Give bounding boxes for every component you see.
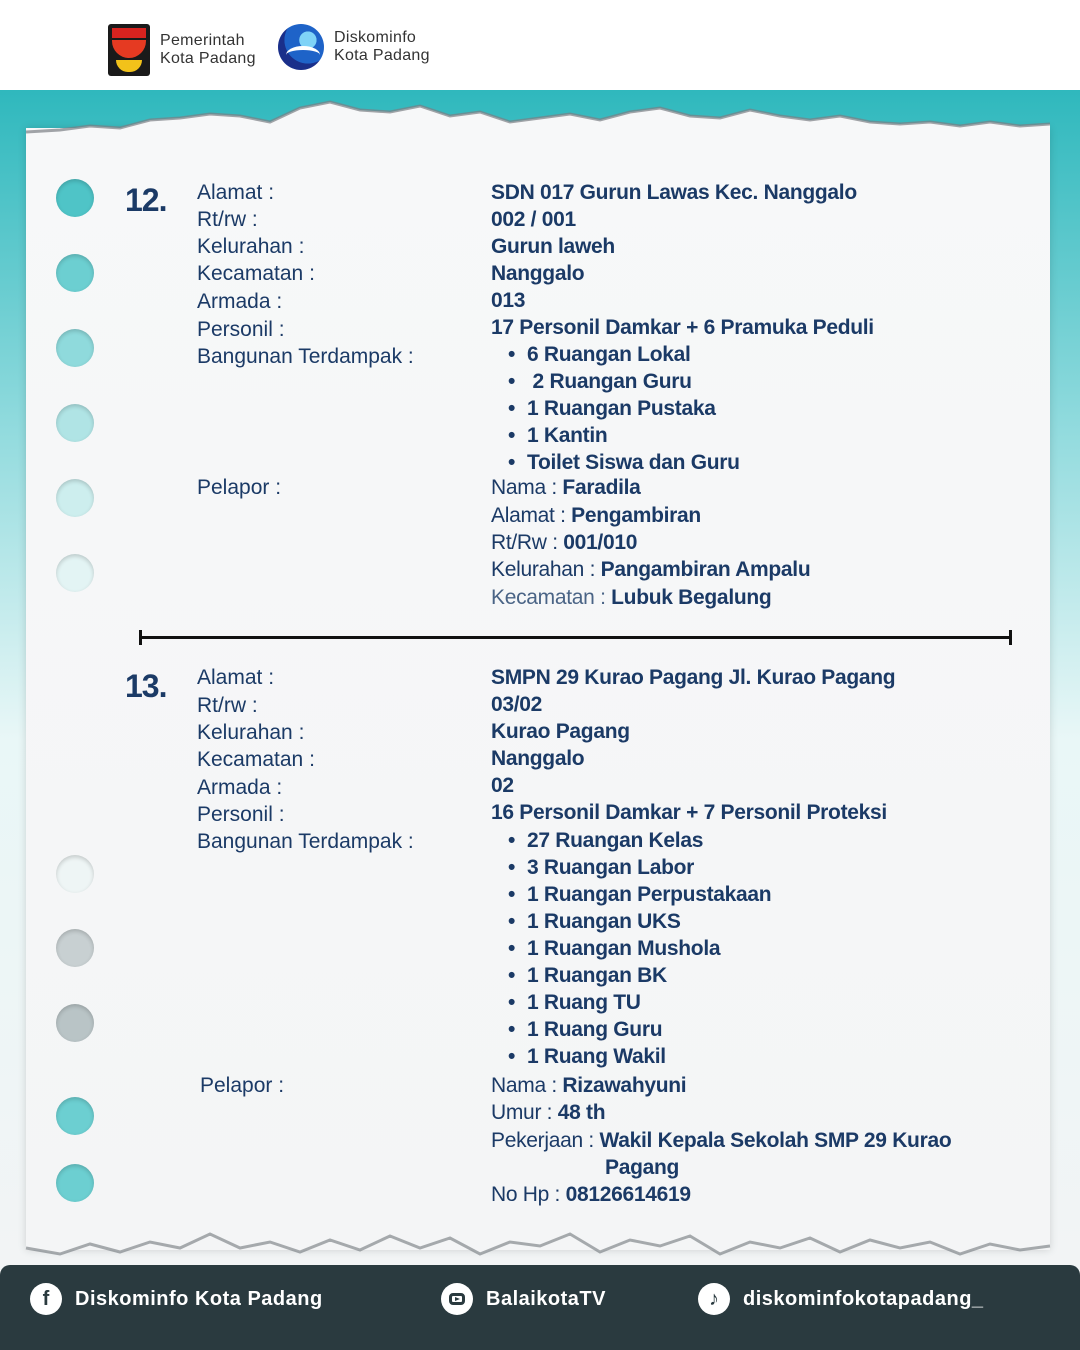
- header: [0, 0, 1080, 90]
- section-divider: [139, 636, 1012, 639]
- binder-hole: [56, 1097, 94, 1135]
- tiktok-icon: ♪: [698, 1283, 730, 1315]
- binder-hole: [56, 554, 94, 592]
- list-item: • Toilet Siswa dan Guru: [508, 449, 740, 476]
- pelapor-line: Pagang: [605, 1156, 680, 1179]
- label-armada: Armada :: [197, 290, 283, 313]
- list-item: • 27 Ruangan Kelas: [508, 827, 703, 854]
- value-alamat: SMPN 29 Kurao Pagang Jl. Kurao Pagang: [491, 666, 896, 689]
- youtube-label: BalaikotaTV: [486, 1287, 606, 1310]
- value-kelurahan: Kurao Pagang: [491, 720, 630, 743]
- label-armada: Armada :: [197, 776, 283, 799]
- pelapor-line: Nama : Rizawahyuni: [491, 1074, 687, 1097]
- entry-number: 13.: [125, 668, 167, 704]
- list-item: • 1 Ruang Guru: [508, 1016, 662, 1043]
- entry-number: 12.: [125, 182, 167, 218]
- list-item: • 1 Ruangan Perpustakaan: [508, 881, 771, 908]
- value-kelurahan: Gurun laweh: [491, 235, 615, 258]
- pelapor-line: Alamat : Pengambiran: [491, 504, 701, 527]
- list-item: • 1 Kantin: [508, 422, 607, 449]
- list-item: • 1 Ruangan UKS: [508, 908, 681, 935]
- list-item: • 1 Ruang TU: [508, 989, 641, 1016]
- pemko-logo: [108, 24, 256, 76]
- value-personil: 17 Personil Damkar + 6 Pramuka Peduli: [491, 316, 874, 339]
- logo1-line1: Pemerintah: [160, 32, 245, 49]
- value-rtrw: 03/02: [491, 693, 543, 716]
- pelapor-line: Kecamatan : Lubuk Begalung: [491, 586, 772, 609]
- binder-hole: [56, 179, 94, 217]
- value-kecamatan: Nanggalo: [491, 262, 585, 285]
- pelapor-line: Rt/Rw : 001/010: [491, 531, 638, 554]
- facebook-link[interactable]: [30, 1282, 323, 1316]
- label-kecamatan: Kecamatan :: [197, 262, 315, 285]
- value-armada: 013: [491, 289, 526, 312]
- label-personil: Personil :: [197, 318, 285, 341]
- tiktok-label: diskominfokotapadang_: [743, 1287, 984, 1310]
- label-alamat: Alamat :: [197, 181, 275, 204]
- label-pelapor: Pelapor :: [197, 476, 282, 499]
- label-bangunan: Bangunan Terdampak :: [197, 345, 414, 368]
- label-pelapor: Pelapor :: [200, 1074, 285, 1097]
- value-alamat: SDN 017 Gurun Lawas Kec. Nanggalo: [491, 181, 857, 204]
- pelapor-line: Nama : Faradila: [491, 476, 641, 499]
- label-rtrw: Rt/rw :: [197, 694, 258, 717]
- list-item: • 6 Ruangan Lokal: [508, 341, 691, 368]
- label-personil: Personil :: [197, 803, 285, 826]
- label-kelurahan: Kelurahan :: [197, 721, 305, 744]
- torn-paper-bottom: [0, 1212, 1080, 1272]
- logo1-line2: Kota Padang: [160, 50, 256, 67]
- torn-paper-top: [0, 92, 1080, 162]
- binder-hole: [56, 254, 94, 292]
- value-armada: 02: [491, 774, 514, 797]
- value-kecamatan: Nanggalo: [491, 747, 585, 770]
- binder-hole: [56, 479, 94, 517]
- label-rtrw: Rt/rw :: [197, 208, 258, 231]
- label-alamat: Alamat :: [197, 666, 275, 689]
- logo2-line2: Kota Padang: [334, 47, 430, 64]
- pelapor-line: Kelurahan : Pangambiran Ampalu: [491, 558, 811, 581]
- label-kelurahan: Kelurahan :: [197, 235, 305, 258]
- label-bangunan: Bangunan Terdampak :: [197, 830, 414, 853]
- binder-hole: [56, 929, 94, 967]
- binder-hole: [56, 404, 94, 442]
- label-kecamatan: Kecamatan :: [197, 748, 315, 771]
- youtube-icon: [441, 1283, 473, 1315]
- tiktok-link[interactable]: [698, 1282, 984, 1316]
- value-rtrw: 002 / 001: [491, 208, 576, 231]
- list-item: • 1 Ruangan Pustaka: [508, 395, 716, 422]
- binder-hole: [56, 329, 94, 367]
- youtube-link[interactable]: [441, 1282, 606, 1316]
- pelapor-line: No Hp : 08126614619: [491, 1183, 691, 1206]
- binder-hole: [56, 1164, 94, 1202]
- padang-crest-icon: [108, 24, 150, 76]
- logo2-line1: Diskominfo: [334, 29, 417, 46]
- list-item: • 2 Ruangan Guru: [508, 368, 692, 395]
- kominfo-logo: [278, 24, 430, 70]
- facebook-label: Diskominfo Kota Padang: [75, 1287, 323, 1310]
- facebook-icon: f: [30, 1283, 62, 1315]
- list-item: • 3 Ruangan Labor: [508, 854, 694, 881]
- list-item: • 1 Ruangan BK: [508, 962, 667, 989]
- pelapor-line: Pekerjaan : Wakil Kepala Sekolah SMP 29 Kurao: [491, 1129, 952, 1152]
- list-item: • 1 Ruang Wakil: [508, 1043, 666, 1070]
- pelapor-line: Umur : 48 th: [491, 1101, 606, 1124]
- value-personil: 16 Personil Damkar + 7 Personil Proteksi: [491, 801, 887, 824]
- kominfo-logo-icon: [278, 24, 324, 70]
- binder-hole: [56, 855, 94, 893]
- list-item: • 1 Ruangan Mushola: [508, 935, 720, 962]
- binder-hole: [56, 1004, 94, 1042]
